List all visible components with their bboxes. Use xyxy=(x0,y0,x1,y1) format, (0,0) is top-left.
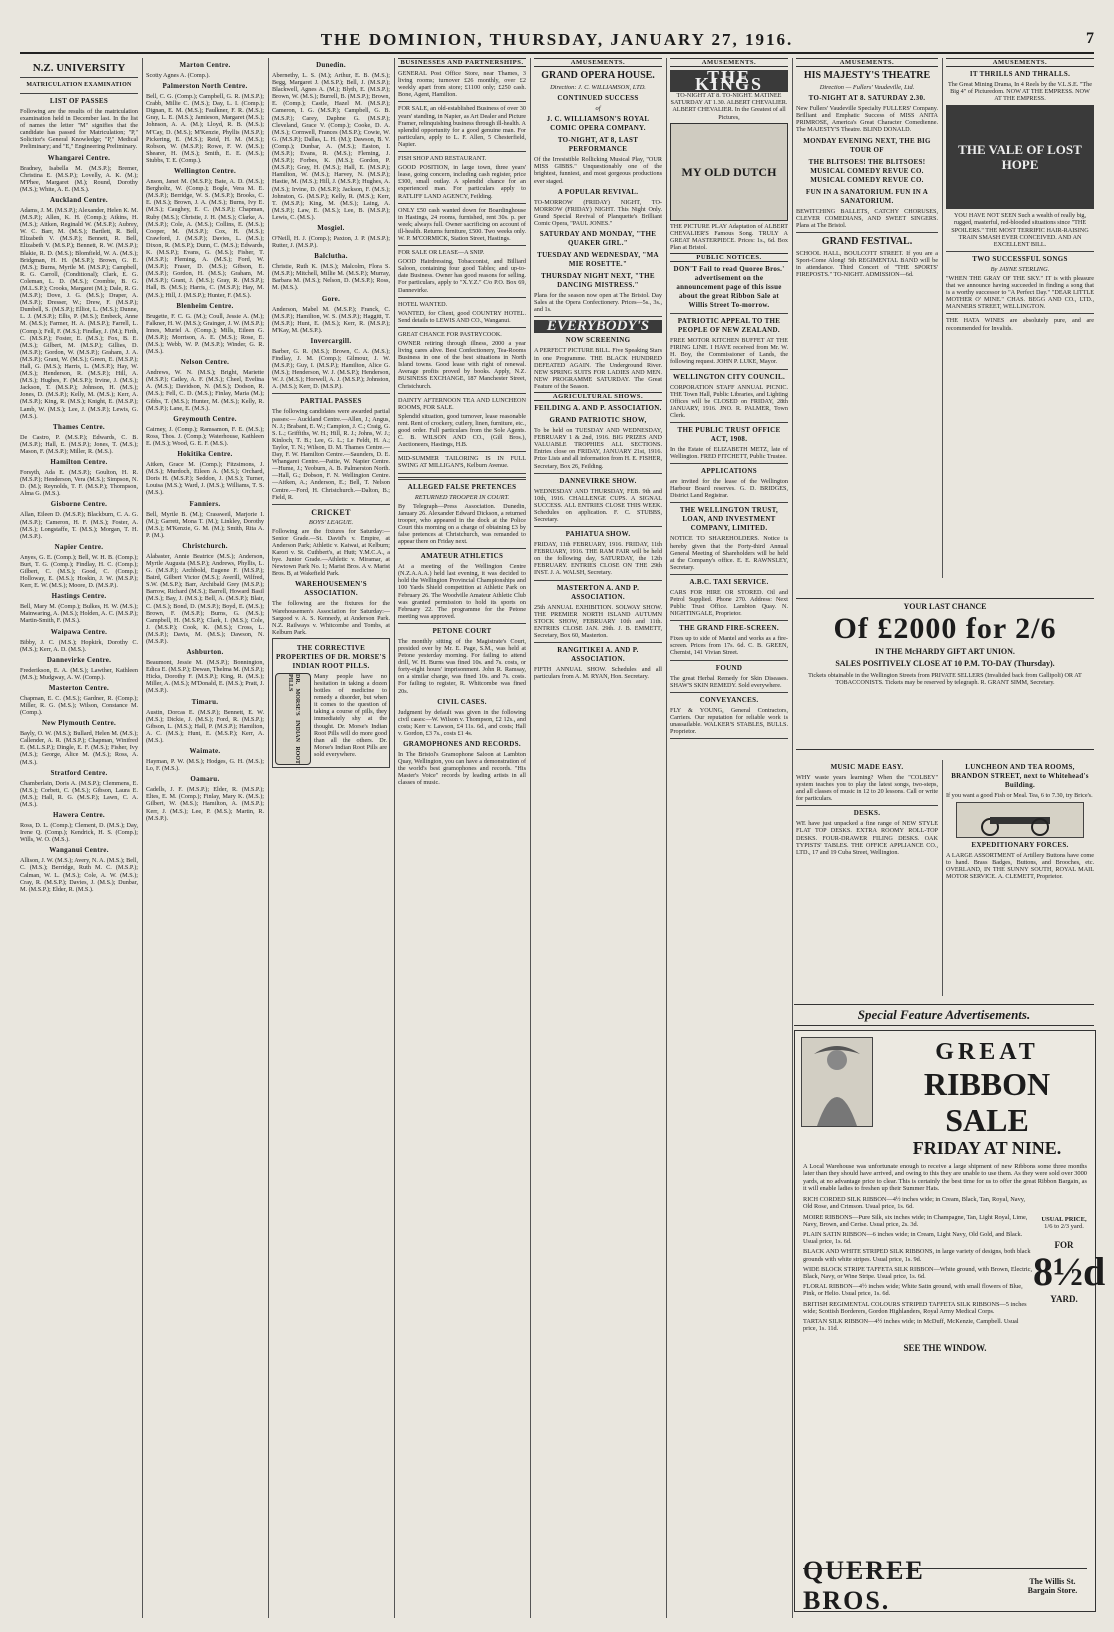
queree-bros-logo: QUEREE BROS. xyxy=(803,1556,925,1615)
exped-text: A LARGE ASSORTMENT of Artillery Buttons have come to hand. Brass Badges, Buttons, and Brooches, etc. OVERLAND, IN THE SUNNY SOUTH, ROYAL MAIL MOTOR SERVICE. A. CLEMETT, Proprietor. xyxy=(946,852,1094,881)
centre-name: Waimate. xyxy=(189,747,221,756)
songs-by: By JAYNE STERLING. xyxy=(990,265,1050,273)
centre-results: Allison, J. W. (M.S.); Avery, N. A. (M.S.); Bell, C. (M.S.); Berridge, Ruth M. C. (M.S.P.); Calman, W. L. (M.S.); Cole, A. W. (M.S.); Cray, R. (M.S.P.); Davies, J. (M.S.); Dunbar, M. (M.S.P.); Elder, R. (M.S.). xyxy=(20,857,138,893)
notice-title: FOUND xyxy=(715,663,743,672)
centre-results: Frederikson, E. A. (M.S.); Lawther, Kathleen (M.S.); Mudgway, A. W. (Comp.). xyxy=(20,666,138,681)
amateur-title: AMATEUR ATHLETICS xyxy=(420,552,504,561)
his-text: New Fullers' Vaudeville Specialty FULLERS' Company. Brilliant and Emphatic Success of MISS ANITA PRIMROSE, America's Great Character Comedienne. The MAJESTY'S Theatre. BLIND DONALD. xyxy=(796,105,938,134)
price-box xyxy=(1033,1196,1106,1335)
separator xyxy=(670,660,788,661)
notice-text: are invited for the lease of the Wellington Harbour Board reserves. G. D. BRIDGES, District Land Registrar. xyxy=(670,478,788,500)
centre-name: Greymouth Centre. xyxy=(173,414,237,423)
cricket-text: Following are the fixtures for Saturday:— Senior Grade.—St. David's v. Empire, at Anderson Park; Athletic v. Kaiwai, at Kelburn; Karori v. St. Cuthbert's, at Hutt; Y.M.C.A., a bye. Junior Grade.—Athletic v. Miramar, at Newtown Park No. 1; Marist Bros. A v. Marist Bros. B, at Wakefield Park. xyxy=(272,527,390,578)
notice-title: DON'T Fail to read Quoree Bros.' advertisement on the announcement page of this issue about the great Ribbon Sale at Willis Street To-morrow. xyxy=(673,265,785,310)
thrills-text: The Great Mining Drama, In 4 Reels by the V.L.S.E. "The Big 4" of Picturedom. NOW AT THE EMPRESS. NOW AT THE EMPRESS. xyxy=(947,81,1093,103)
grand-saturday: SATURDAY AND MONDAY, "THE QUAKER GIRL." xyxy=(539,230,657,248)
notice-text: The great Herbal Remedy for Skin Diseases. SHAW'S SKIN REMEDY. Sold everywhere. xyxy=(670,674,788,689)
brice-text: If you want a good Fish or Meal. Tea, 6 to 7.30, try Brice's. xyxy=(946,792,1093,799)
ribbon-great: GREAT xyxy=(935,1039,1039,1065)
ribbon-sale-ad xyxy=(794,1030,1106,1615)
business-ad xyxy=(398,105,526,148)
everybodys-text: A PERFECT PICTURE BILL. Five Speaking Stars in one Programme. THE BLACK HUNDRED DEFEATED AGAIN. The Underground River. NEW SPRING SUITS FOR LADIES AND MEN. NEW PROGRAMME SATURDAY. The Great Feature of the Season. xyxy=(534,347,662,390)
centre-name: Timaru. xyxy=(191,697,219,706)
ribbon-item: BRITISH REGIMENTAL COLOURS STRIPED TAFFETA SILK RIBBONS—5 inches wide; Scottish Borderers, Gordon Highlanders, Royal Army Medical Corps. xyxy=(803,1300,1027,1315)
petone-text: The monthly sitting of the Magistrate's Court, presided over by Mr. E. Page, S.M., was held at Petone yesterday morning. For failing to attend drill, W. H. Burns was fined 10s. and 7s. costs, or forty-eight hours' imprisonment. John R. Ramsay, on a similar charge, was fined 10s. and 7s. costs. For failing to register, R. Whitcombe was fined 20s. xyxy=(398,637,526,695)
centre-results: Alabaster, Annie Beatrice (M.S.); Anderson, Myrtle Augusta (M.S.P.); Andrews, Phyllis, L. G. (M.S.P.); Archbold, Eugene F. (M.S.P.); Baird, Gilbert Victor (M.S.); Averill, Wilfred, S.W. (M.S.P.); Barr, Archibald Grey (M.S.P.); Barrow, Richard (M.S.); Barrell, Howard Basil (M.S.); Bay, J. (M.S.); Bell, A. (M.S.P.); Blair, C. (M.S.); Bond, D. (M.S.P.); Boyd, E. (M.S.); Brown, F. (M.S.P.); Burns, G. (M.S.); Campbell, H. (M.S.P.); Clark, I. (M.S.); Cole, J. (M.S.P.); Cook, K. (M.S.); Cross, L. (M.S.P.); Davis, M. (M.S.); Dawson, N. (M.S.P.). xyxy=(146,552,264,645)
column-amusements-2 xyxy=(670,58,788,1618)
ribbon-item: MOIRE RIBBONS—Pure Silk, six inches wide; in Champagne, Tan, Light Royal, Lime, Navy, Brown, and Cerise. Usual price, 2s. 3d. xyxy=(803,1213,1028,1228)
feilding-sub: GRAND PATRIOTIC SHOW, xyxy=(549,416,647,425)
notice-title: THE WELLINGTON TRUST, LOAN, AND INVESTMENT COMPANY, LIMITED. xyxy=(679,506,779,533)
store-name: The Willis St. Bargain Store. xyxy=(1027,1577,1078,1595)
grand-tonight: TO-NIGHT, AT 8, LAST PERFORMANCE xyxy=(557,136,639,154)
centre-name: Invercargill. xyxy=(310,336,352,345)
centre-name: Napier Centre. xyxy=(54,542,104,551)
civil-title: CIVIL CASES. xyxy=(437,697,487,706)
centre-results: Bibby, J. C. (M.S.); Hopkirk, Dorothy C. (M.S.); Kerr, A. D. (M.S.). xyxy=(20,638,138,653)
notice-text: Fixes up to side of Mantel and works as a fire-screen. Prices from 17s. 6d. C. B. GREEN, Chemist, 141 Vivian Street. xyxy=(670,635,788,657)
hata-wines: THE HATA WINES are absolutely pure, and are recommended for Invalids. xyxy=(946,317,1094,332)
centre-results: Christie, Ruth K. (M.S.); Malcolm, Flora S. (M.S.P.); Mitchell, Millie M. (M.S.P.); Murray, Barbara M. (M.S.); Nelson, D. (M.S.P.); Ross, M. (M.S.). xyxy=(272,263,390,292)
separator xyxy=(670,574,788,575)
notice-title: APPLICATIONS xyxy=(701,467,757,476)
civil-text: Judgment by default was given in the following civil cases:—W. Wilson v. Thompson, £2 12s., and costs; Kerr v. Lawson, £4 11s. 6d., and costs; Hall v. Gordon, £3 7s., costs £1 4s. xyxy=(398,708,526,737)
centre-results: Chapman, E. C. (M.S.); Gardner, R. (Comp.); Miller, R. G. (M.S.); Wilson, Constance M. (Comp.). xyxy=(20,694,138,717)
last-chance: YOUR LAST CHANCE xyxy=(903,602,987,611)
business-ad xyxy=(398,249,526,294)
notice-text: FREE MOTOR KITCHEN BUFFET AT THE FIRING LINE. I HAVE received from Mr. W. H. Boy, the Commissioner of Lands, the following request. JOHN P. LUKE, Mayor. xyxy=(670,337,788,366)
centre-results: Barber, G. R. (M.S.); Brown, C. A. (M.S.); Findlay, J. M. (Comp.); Gilmour, J. W. (M.S.P.); Guy, I. (M.S.P.); Hamilton, Alice G. (M.S.); Henderson, W. J. (M.S.P.); Henderson, W. J. (M.S.); Horwell, A. J. (M.S.P.); Johnston, A. (M.S.); Kerr, D. (M.S.P.). xyxy=(272,347,390,391)
agricultural-heading: AGRICULTURAL SHOWS. xyxy=(534,392,662,401)
centre-name: Dunedin. xyxy=(316,61,346,69)
centre-name: New Plymouth Centre. xyxy=(41,719,117,728)
desks-text: WE have just unpacked a fine range of NEW STYLE FLAT TOP DESKS. EXTRA ROOMY ROLL-TOP DESKS. FOUR-DRAWER FILING DESKS. OAK TYPISTS' TABLES. THE OFFICE APPLIANCE CO., LTD., 17 and 19 Cuba Street, Wellington. xyxy=(796,820,938,856)
separator xyxy=(398,297,526,298)
centre-name: Hastings Centre. xyxy=(51,592,107,601)
centre-list-3 xyxy=(272,61,390,390)
morse-ad-text: Many people have no hesitation in taking a dozen bottles of medicine to remedy a disorder, but when it comes to the question of taking a course of pills, they immediately shy at the thought. Dr. Morse's Indian Root Pills will do more good than all the others. Dr. Morse's Indian Root Pills are sold everywhere. xyxy=(314,672,387,758)
university-title: N.Z. UNIVERSITY xyxy=(32,62,126,74)
centre-name: Thames Centre. xyxy=(53,422,105,431)
ribbon-sale-headline: RIBBON SALE xyxy=(923,1066,1051,1138)
centre-name: Wanganui Centre. xyxy=(49,846,109,855)
business-ad-text: OWNER retiring through illness, 2000 a year living cares alive. Best Confectionery, Tea-Rooms Business in one of the best situations in North Island towns. Good lease with right of renewal. Average profits proved by books. Apply, N.Z. BUSINESS EXCHANGE, 187 Manchester Street, Christchurch. xyxy=(398,340,526,390)
notice-title: THE GRAND FIRE-SCREEN. xyxy=(679,624,779,633)
feilding-text: To be held on TUESDAY AND WEDNESDAY, FEBRUARY 1 & 2nd, 1916. BIG PRIZES AND VALUABLE TROPHIES ALL SECTIONS. Entries close on FRIDAY, JANUARY 21st, 1916. Prize Lists and all information from H. E. FISHER, Secretary, Box 26, Feilding. xyxy=(534,427,662,470)
public-notices-list xyxy=(670,265,788,739)
separator xyxy=(398,101,526,102)
cannon-illustration xyxy=(956,802,1084,838)
business-ad xyxy=(398,155,526,200)
centre-name: Gisborne Centre. xyxy=(50,500,108,509)
notice-text: CARS FOR HIRE OR STORED. Oil and Petrol Supplied. Phone 270. Address: Next Public Trust Office. Lambton Quay. N. NIGHTINGALE, Proprietor. xyxy=(670,588,788,618)
pill-bottle-image xyxy=(275,673,311,765)
ribbon-intro: A Local Warehouse was unfortunate enough to receive a large shipment of new Ribbons some three months later than they should have arrived, and owing to this they are unable to use them. As they were sold over 3000 yards, at no advantage price to clear. This is certainly the best time for us to offer the great Ribbon Bargain, as it will enable ladies to freshen up their Summer Hats. xyxy=(803,1163,1087,1192)
kings-logo: THE KINGS xyxy=(670,70,788,92)
ribbon-item: TARTAN SILK RIBBON—4½ inches wide; in McDuff, McKenzie, Campbell. Usual price, 1s. 11d. xyxy=(803,1318,1019,1333)
centre-results: Anson, Janet M. (M.S.P.); Bate, A. D. (M.S.); Bergholtz, W. (Comp.); Bogle, Vera M. E. (M.S.P.); Berridge, W. S. (M.S.P.); Brooks, C. E. (M.S.); Brown, J. A. (M.S.); Burns, Ivy E. (M.S.); Caughey, E. C. (M.S.P.); Chapman, Ruby (M.S.); Christie, J. H. (M.S.); Clarke, A. (M.S.P.); Cole, A. (M.S.); Collins, E. (M.S.); Cooper, M. (M.S.P.); Cox, H. (M.S.); Crawford, J. (M.S.P.); Davies, L. (M.S.); Dixon, R. (M.S.P.); Dunn, C. (M.S.); Edwards, K. (M.S.P.); Evans, G. (M.S.); Fisher, T. (M.S.P.); Fleming, A. (M.S.); Ford, W. (M.S.P.); Fraser, D. (M.S.); Gibson, E. (M.S.P.); Gordon, H. (M.S.); Graham, M. (M.S.P.); Grant, J. (M.S.); Gray, R. (M.S.P.); Hall, B. (M.S.); Harris, C. (M.S.P.); Hay, M. (M.S.); Hill, J. (M.S.P.); Hunter, F. (M.S.). xyxy=(146,178,264,299)
centre-name: Stratford Centre. xyxy=(50,768,108,777)
public-notices-heading: PUBLIC NOTICES. xyxy=(670,253,788,262)
lady-illustration xyxy=(801,1037,873,1127)
partial-passes-text: The following candidates were awarded partial passes:— Auckland Centre.—Allen, J.; Angus, N. J.; Brabant, E. W.; Campion, J. C.; Craig, G. S. L.; Griffiths, W. H.; Hill, R. J.; Johns, W. J.; Kinloch, T. B.; Lee, G. L.; Le Feldt, H. A.; Taylor, T. N.; Wilson, D. M. Thames Centre.—Day, F. W. Hamilton Centre.—Saunders, D. E. Whangarei Centre.—Pattie, W. Napier Centre.—Hume, J.; Yeoburn, A. B. Palmerston North.—Hall, G.; Dobson, F. N. Wellington Centre.—Aitken, A.; Anderson, E.; Bell, T. Nelson Centre.—Ford, H. Christchurch.—Dalton, B.; Field, R. xyxy=(272,408,390,501)
grand-revival-text: TO-MORROW (FRIDAY) NIGHT, TO-MORROW (FRIDAY) NIGHT. This Night Only. Grand Special Revival of Planquette's Brilliant Comic Opera, "PAUL JONES." xyxy=(534,198,662,227)
business-ad-title: MID-SUMMER TAILORING IS IN FULL SWING AT MILLIGAN'S, Kelburn Avenue. xyxy=(398,455,526,470)
column-centres-3 xyxy=(272,58,390,1618)
centre-results: Cairney, J. (Comp.); Ramsamon, F. E. (M.S.); Ross, Thos. J. (Comp.); Waterhouse, Kathleen E. (M.S.); Wood, G. E. F. (M.S.). xyxy=(146,425,264,447)
see-window: SEE THE WINDOW. xyxy=(903,1343,987,1354)
centre-name: Balclutha. xyxy=(314,252,348,261)
rangitikei-text: FIFTH ANNUAL SHOW. Schedules and all particulars from A. M. RYAN, Hon. Secretary. xyxy=(534,666,662,681)
centre-results: Bayly, O. W. (M.S.); Bullard, Helen M. (M.S.); Callender, A. R. (M.S.P.); Chapman, Winifred E. (M.L.S.P.); Dingle, E. F. (M.S.); Fisher, Ivy (M.S.); George, Alice M. (M.S.); Ross, A. (M.S.). xyxy=(20,730,138,766)
vale-of-lost-hope-banner: THE VALE OF LOST HOPE xyxy=(946,105,1094,209)
centre-list xyxy=(20,154,138,893)
business-ads xyxy=(398,70,526,473)
separator xyxy=(398,393,526,394)
my-old-dutch-title: MY OLD DUTCH xyxy=(681,164,777,179)
cricket-title: CRICKET xyxy=(311,507,351,517)
gramo-title: GRAMOPHONES AND RECORDS. xyxy=(403,740,521,749)
centre-name: Hamilton Centre. xyxy=(50,458,108,467)
separator xyxy=(398,151,526,152)
notice-title: A.B.C. TAXI SERVICE. xyxy=(689,577,769,586)
usual-price-range: 1/6 to 2/3 yard. xyxy=(1044,1223,1084,1231)
centre-results: Bell, Myrtle B. (M.); Crassweil, Marjorie I. (M.); Garrett, Mona T. (M.); Linkley, Dorothy (M.S.); M'Kenzie, G. M. (M.); Smith, Rita A. P. (M.). xyxy=(146,510,264,539)
centre-name: Mosgiel. xyxy=(317,223,345,232)
business-ad xyxy=(398,301,526,324)
notice-title: THE PUBLIC TRUST OFFICE ACT, 1908. xyxy=(677,425,781,443)
for-label: FOR xyxy=(1054,1240,1074,1251)
amusements-heading-4: AMUSEMENTS. xyxy=(946,58,1094,67)
separator xyxy=(670,738,788,739)
centre-name: Marton Centre. xyxy=(179,61,231,69)
desks-title: DESKS. xyxy=(853,809,881,818)
grand-director: Direction: J. C. WILLIAMSON, LTD. xyxy=(550,84,646,92)
separator xyxy=(670,620,788,621)
grand-text: Of the Irresistible Rollicking Musical Play, "OUR MISS GIBBS." Unquestionably one of the brightest, funniest, and most gorgeous productions ever staged. xyxy=(534,156,662,185)
songs-text: "WHEN THE GRAY OF THE SKY." IT is with pleasure that we announce having succeeded in finding a song that is a worthy successor to "A Perfect Day." "DEAR LITTLE MOTHER O' MINE." CHAS. BEGG AND CO., LTD., MANNERS STREET, WELLINGTON. xyxy=(946,274,1094,311)
centre-results: Scotty Agnes A. (Comp.). xyxy=(146,72,210,79)
grand-thursday: THURSDAY NIGHT NEXT, "THE DANCING MISTRESS." xyxy=(541,272,655,290)
ribbon-item: PLAIN SATIN RIBBON—6 inches wide; in Cream, Light Navy, Old Gold, and Black. Usual price, 1s. 6d. xyxy=(803,1231,1023,1246)
masterton-text: 25th ANNUAL EXHIBITION. SOLWAY SHOW. THE PREMIER NORTH ISLAND AUTUMN STOCK SHOW, FEBRUARY 10th and 11th. ENTRIES CLOSE JAN. 29th. J. B. EMMETT, Secretary, Box 60, Masterton. xyxy=(534,603,662,639)
business-ad-text: GOOD POSITION, in large town, three years' lease, going concern, including cash register, price £300, small outlay. A splendid chance for an experienced man. For particulars apply to RATLIFF LAND AGENCY, Feilding. xyxy=(398,164,526,200)
business-ad-title: FOR SALE, an old-established Business of over 30 years' standing, in Napier, as Art Dealer and Picture Framer, relinquishing business through ill-health. A splendid opportunity for a good genuine man. For particulars, apply to L. F. Allen, 5 Chesterfield, Napier. xyxy=(398,105,526,148)
column-centres-2 xyxy=(146,58,264,1618)
business-ad-text: Splendid situation, good turnover, lease reasonable rent. Rent of crockery, cutlery, linen, furniture, etc., good order. Full particulars from the Sole Agents. C. B. WILSON AND CO., (Gill Bros.), Auctioneers, Hastings, H.B. xyxy=(398,412,526,449)
brice-title: LUNCHEON AND TEA ROOMS, BRANDON STREET, next to Whitehead's Building. xyxy=(951,763,1089,789)
business-ad-title: FISH SHOP AND RESTAURANT. xyxy=(398,155,487,163)
column-university xyxy=(20,58,138,1618)
ribbon-item: WIDE BLOCK STRIPE TAFFETA SILK RIBBON—White ground, with Brown, Electric, Black, Navy, or Wine Stripe. Usual price, 1s. 6d. xyxy=(803,1265,1033,1281)
business-ad-text: WANTED, for Client, good COUNTRY HOTEL. Send details to LEWIS AND CO., Wanganui. xyxy=(398,309,526,324)
amateur-text: At a meeting of the Wellington Centre (N.Z.A.A.A.) held last evening, it was decided to hold the Wellington Provincial Championships and 100 Yards Shield competition at Athletic Park on February 26. The Woodville Amateur Athletic Club was granted permission to hold its sports on February 22. The programme for the Petone meeting was approved. xyxy=(398,563,526,620)
centre-name: Oamaru. xyxy=(190,775,220,784)
centre-results: Abernethy, L. S. (M.); Arthur, E. B. (M.S.); Begg, Margaret J. (M.S.P.); Bell, J. (M.S.P.); Blackwell, Agnes A. (M.); Blyth, E. (M.S.P.); Brown, W. (M.S.); Burrell, B. (M.S.P.); Brown, E. (Comp.); Castle, Hazel M. (M.S.P.); Cameron, I. G. (M.S.P.); Campbell, G. B. (M.S.P.); Carey, Daphne G. (M.S.P.); Cleveland, Grace V. (Comp.); Cooke, D. A. (M.S.); Cornwell, Frances (M.S.P.); Cowie, W. G. (M.S.P.); Dallas, L. H. (M.); Dawson, B. V. (Comp.); Dunbar, A. (M.S.); Easton, I. (M.S.P.); Evans, R. (M.S.); Fleming, J. (M.S.P.); Forbes, K. (M.S.); Gordon, P. (M.S.P.); Gray, H. (M.S.); Hall, E. (M.S.P.); Hamilton, W. (M.S.); Harvey, N. (M.S.P.); Hastie, M. (M.S.); Hill, J. (M.S.P.); Hughes, A. (M.S.); Irvine, D. (M.S.P.); Jackson, F. (M.S.); Johnston, G. (M.S.P.); Kelly, R. (M.S.); Kerr, T. (M.S.P.); King, M. (M.S.); Laing, A. (M.S.P.); Law, E. (M.S.); Lee, B. (M.S.P.); Lewis, C. (M.S.). xyxy=(272,72,390,221)
centre-name: Whangarei Centre. xyxy=(47,153,111,162)
centre-name: Dannevirke Centre. xyxy=(46,655,112,664)
dannevirke-text: WEDNESDAY AND THURSDAY, FEB. 9th and 10th, 1916. CHALLENGE CUPS. A SIGNAL SUCCESS. ALL ENTRIES CLOSE THIS WEEK. Schedules on application. F. C. STUBBS, Secretary. xyxy=(534,487,662,523)
centre-results: O'Neill, H. J. (Comp.); Paxton, J. P. (M.S.P.); Rutter, J. (M.S.P.). xyxy=(272,234,390,250)
alleged-text: By Telegraph—Press Association. Dunedin, January 26. Alexander Edward Dickson, a returned trooper, who appeared in the dock at the Police Court this morning on a charge of obtaining £3 by false pretences at Christchurch, was remanded to appear there on Friday next. xyxy=(398,502,526,546)
art-union-line: IN THE McHARDY GIFT ART UNION. xyxy=(875,647,1015,656)
vale-text: YOU HAVE NOT SEEN Such a wealth of really big, rugged, masterful, red-blooded situations since "THE SPOILERS." THE MOST TERRIFIC HAIR-RAISING TRAIN SMASH EVER CONCEIVED. AND AN EXCELLENT BILL. xyxy=(951,212,1089,248)
centre-name: Palmerston North Centre. xyxy=(162,82,248,91)
centre-results: De Castro, P. (M.S.P.); Edwards, C. B. (M.S.P.); Hall, E. (M.S.P.); Jones, T. (M.S.); Mason, F. (M.S.P.); Miller, R. (M.S.). xyxy=(20,433,138,455)
separator xyxy=(670,692,788,693)
centre-name: Fanniers. xyxy=(189,499,221,508)
business-ad xyxy=(398,207,526,242)
music-desks-column xyxy=(796,760,938,996)
notice-text: In the Estate of ELIZABETH METZ, late of Wellington. FRED FITCHETT, Public Trustee. xyxy=(670,445,788,461)
centre-name: Wellington Centre. xyxy=(173,167,237,176)
matriculation-subtitle: MATRICULATION EXAMINATION xyxy=(26,82,132,88)
business-ad xyxy=(398,455,526,469)
pahiatua-title: PAHIATUA SHOW. xyxy=(565,530,631,539)
centre-name: Ashburton. xyxy=(186,648,224,657)
centre-results: Beaumont, Jessie M. (M.S.P.); Bonnington, Edica E. (M.S.P.); Dewan, Thelma M. (M.S.P.); Hicks, Dorothy F. (M.S.P.); King, R. (M.S.); Miller, A. (M.S.); M'Donald, E. (M.S.); Pratt, J. (M.S.P.). xyxy=(146,659,264,695)
separator xyxy=(670,422,788,423)
masthead-title: THE DOMINION, THURSDAY, JANUARY 27, 1916. xyxy=(320,30,794,49)
centre-results: Bell, Mary M. (Comp.); Bulkes, H. W. (M.S.); Mainwaring, A. (M.S.); Holden, A. C. (M.S.P.); Martin-Smith, F. (M.S.). xyxy=(20,603,138,625)
business-ad xyxy=(398,331,526,390)
separator xyxy=(398,203,526,204)
songs-title: TWO SUCCESSFUL SONGS xyxy=(972,254,1068,263)
kings-text: TO-NIGHT AT 8. TO-NIGHT. MATINEE SATURDAY AT 1.30. ALBERT CHEVALIER. ALBERT CHEVALIER. In the Greatest of all Pictures, xyxy=(670,92,788,121)
business-ad-text: GOOD Hairdressing, Tobacconist, and Billiard Saloon, containing four good Tables; and up-to-date Business. Owner has good reasons for selling. For particulars, apply to "X.Y.Z." C/o P.O. Box 69, Dannevirke. xyxy=(398,258,526,294)
list-of-passes: LIST OF PASSES xyxy=(49,97,109,105)
grand-plans: Plans for the season now open at The Bristol. Day Sales at the Opera Confectionery. Prices—5s., 3s., and 1s. xyxy=(534,292,662,314)
tickets-text: Tickets obtainable in the Wellington Streets from PRIVATE SELLERS (Invalided back from Gallipoli) OR AT TOBACCONISTS. Tickets may be reserved by telegraph. R. GRANT SIMM, Secretary. xyxy=(808,672,1082,686)
business-ad xyxy=(398,70,526,98)
warehouse-title: WAREHOUSEMEN'S ASSOCIATION. xyxy=(295,580,367,598)
art-union-ad xyxy=(796,598,1094,750)
page-number: 7 xyxy=(1086,30,1094,47)
music-title: MUSIC MADE EASY. xyxy=(830,763,904,771)
grand-opera-title: GRAND OPERA HOUSE. xyxy=(541,70,655,82)
centre-name: Hawera Centre. xyxy=(53,811,105,820)
exped-title: EXPEDITIONARY FORCES. xyxy=(971,841,1069,850)
separator xyxy=(670,502,788,503)
centre-results: Adams, J. M. (M.S.P.); Alexander, Helen K. M. (M.S.P.); Allen, K. H. (Comp.); Atkins, H. (M.S.); Aitken, Reginald W. (M.S.P.); Aubrey, W. C. Barr, M. (M.S.); Bartlett, R. Bell, Elizabeth V. (M.S.P.); Bennett, R. Bell, Elizabeth V. (M.S.P.); Bennett, R. W. (M.S.P.); Blakie, R. D. (M.S.); Blomfield, W. A. (M.S.); Bridgman, H. H. (M.S.P.); Brown, G. E. (M.S.); Burns, Myrtle M. (M.S.P.); Campbell, R. G. Carroll, (Conditional); Clark, E. G. Coleman, L. D. (M.S.); Crombie, B. G. (M.L.S.P.); Crooks, Margaret (M.); Dale, R. G. (M.S.P.); Dove, J. G. (M.S.); Draper, A. (M.S.P.); Dresser, W.; Drew, F. (M.S.P.); Dumbell, S. (M.S.P.); Elliot, L. (M.S.); Dunne, L. J. (M.S.P.); Ellis, P. (M.S.); Embeck, Anne M. (M.S.); Farmer, H. A. (M.S.P.); Farrell, L. (Comp.); Fell, F. (M.S.); Findlay, J. (M.); Firth, C. (M.S.P.); Foster, E. (M.S.); Fox, B. E. (M.S.); Gilbert, M. (M.S.P.); Gillies, D. (M.S.P.); Gordon, W. (M.S.P.); Graham, J. A. (M.S.P.); Grant, W. (M.S.); Green, E. (M.S.P.); Hall, G. (M.S.); Harris, L. (M.S.P.); Hay, W. (M.S.); Henderson, R. (M.S.P.); Hill, A. (M.S.); Hughes, F. (M.S.P.); Irvine, J. (M.S.); Jackson, T. (M.S.P.); Johnson, H. (M.S.); Jones, D. (M.S.P.); Kelly, M. (M.S.); Kerr, A. (M.S.P.); King, R. (M.S.); Knight, E. (M.S.P.); Lamb, W. (M.S.); Lee, J. (M.S.P.); Lewis, G. (M.S.). xyxy=(20,206,138,420)
his-majestys-title: HIS MAJESTY'S THEATRE xyxy=(803,70,931,82)
ribbon-items xyxy=(803,1196,1033,1335)
centre-name: Masterton Centre. xyxy=(48,683,110,692)
morse-ad-title: THE CORRECTIVE PROPERTIES OF DR. MORSE'S INDIAN ROOT PILLS. xyxy=(275,643,387,670)
usual-price-label: USUAL PRICE, xyxy=(1041,1216,1087,1224)
notice-title: CONVEYANCES. xyxy=(699,695,759,704)
notice-title: WELLINGTON CITY COUNCIL. xyxy=(672,372,786,381)
everybodys-now: NOW SCREENING xyxy=(565,336,631,345)
grand-revival: A POPULAR REVIVAL. xyxy=(557,187,639,196)
pahiatua-text: FRIDAY, 11th FEBRUARY, 1916. FRIDAY, 11th FEBRUARY, 1916. THE RAM FAIR will be held on the following day, SATURDAY, the 12th FEBRUARY. ENTRIES CLOSE ON THE 29th INST. J. A. WALSH, Secretary. xyxy=(534,541,662,577)
music-text: WHY waste years learning? When the "COLBEY" system teaches you to play the latest songs, two-steps, and all classes of music in 12 to 20 lessons. Call or write for particulars. xyxy=(796,774,938,803)
business-ad-title: DAINTY AFTERNOON TEA AND LUNCHEON ROOMS, FOR SALE. xyxy=(398,396,526,411)
centre-results: Cadells, J. F. (M.S.P.); Elder, R. (M.S.P.); Eltes, E. M. (Comp.); Finlay, Mary K. (M.S.); Gilbert, W. (M.S.); Hamilton, A. (M.S.P.); Kerr, J. (M.S.); Lee, P. (M.S.); Martin, R. (M.S.P.). xyxy=(146,786,264,822)
centre-name: Hokitika Centre. xyxy=(177,450,233,459)
special-feature-heading: Special Feature Advertisements. xyxy=(794,1004,1094,1026)
amusements-heading-2: AMUSEMENTS. xyxy=(670,58,788,67)
business-heading: BUSINESSES AND PARTNERSHIPS. xyxy=(398,58,526,67)
centre-name: Christchurch. xyxy=(182,541,228,550)
rangitikei-title: RANGITIKEI A. AND P. ASSOCIATION. xyxy=(557,646,639,664)
grand-tuesday: TUESDAY AND WEDNESDAY, "MA MIE ROSETTE." xyxy=(537,251,659,269)
ribbon-item: RICH CORDED SILK RIBBON—4½ inches wide; in Cream, Black, Tan, Royal, Navy, Old Rose, and Crimson. Usual price, 1s. 6d. xyxy=(803,1196,1026,1211)
notice-title: PATRIOTIC APPEAL TO THE PEOPLE OF NEW ZEALAND. xyxy=(677,317,781,335)
business-ad-title: ONLY £50 cash wanted down for Boardinghouse in Hastings, 24 rooms, furnished, rent 30s. p. per week; always full. Owner sacrificing on account of ill-health. Returns furniture, £500. Two weeks only. W. P. M'CORMICK, Station Street, Hastings. xyxy=(398,206,526,242)
feilding-title: FEILDING A. AND P. ASSOCIATION. xyxy=(534,404,662,413)
ribbon-item: BLACK AND WHITE STRIPED SILK RIBBONS, in large variety of designs, both black grounds with white stripes. Usual price, 1s. 9d. xyxy=(803,1248,1031,1263)
centre-results: Aitken, Grace M. (Comp.); Fitzsimons, J. (M.S.); Murdoch, Eileen A. (M.S.); Orchard, Doris H. (M.S.P.); Seddon, J. (M.S.); Turner, Louisa (M.S.); Ward, J. (M.S.); Williams, T. S. (M.S.). xyxy=(146,461,264,497)
warehouse-text: The following are the fixtures for the Warehousemen's Association for Saturday:— Sargood v. A. S. Kennedy, at Anderson Park. N.Z. Railways v. Whitcombe and Tombs, at Kelburn Park. xyxy=(272,600,390,636)
separator xyxy=(398,473,526,474)
masterton-title: MASTERTON A. AND P. ASSOCIATION. xyxy=(556,583,640,601)
centre-results: Allan, Eileen D. (M.S.P.); Blackburn, C. A. G. (M.S.P.); Cameron, H. F. (M.S.); Foster, A. (M.S.); Longstaffe, T. (M.S.); Morgan, T. H. (M.S.P.). xyxy=(20,511,138,540)
thrills-title: IT THRILLS AND THRALLS. xyxy=(969,70,1071,79)
centre-name: Blenheim Centre. xyxy=(176,301,234,310)
separator xyxy=(670,369,788,370)
amusements-heading-3: AMUSEMENTS. xyxy=(796,58,938,67)
his-fun: FUN IN A SANATORIUM. FUN IN A SANATORIUM. xyxy=(805,187,929,205)
yard-label: YARD. xyxy=(1050,1294,1078,1305)
centre-results: Anderson, Mabel M. (M.S.P.); Franck, C. (M.S.P.); Hamilton, W. S. (M.S.P.); Haggitt, T. (M.S.P.); Hunt, E. (M.S.); Kerr, R. (M.S.P.); M'Kay, M. (M.S.P.). xyxy=(272,305,390,334)
separator xyxy=(670,463,788,464)
notice-text: FLY & YOUNG, General Contractors, Carriers. Our reputation for reliable work is unassailable. WALKER'S STABLES, BULLS. Proprietor. xyxy=(670,706,788,736)
grand-continued: CONTINUED SUCCESS xyxy=(557,94,639,103)
partial-passes-title: PARTIAL PASSES xyxy=(300,397,362,406)
his-direction: Direction — Fullers' Vaudeville, Ltd. xyxy=(819,84,915,92)
cricket-sub: BOYS' LEAGUE. xyxy=(308,518,354,526)
centre-results: Hayman, P. W. (M.S.); Hodges, G. H. (M.S.); Lo, F. (M.S.). xyxy=(146,758,264,773)
morse-pills-ad xyxy=(272,638,390,768)
alleged-sub: RETURNED TROOPER IN COURT. xyxy=(414,493,510,501)
column-amusements-4 xyxy=(946,58,1094,598)
centre-results: Chamberlain, Doris A. (M.S.P.); Clemmens, E. (M.S.); Corbett, C. (M.S.); Gibson, Laura E. (M.S.); Hall, R. G. (M.S.P.); Lawn, C. A. (M.S.). xyxy=(20,779,138,808)
column-amusements-1 xyxy=(534,58,662,1618)
brice-exped-column xyxy=(946,760,1094,996)
centre-name: Auckland Centre. xyxy=(50,195,108,204)
my-old-dutch-illustration xyxy=(670,123,788,221)
gramo-text: In The Bristol's Gramophone Saloon at Lambton Quay, Wellington, you can have a demonstration of the world's best gramophones and records. "His Master's Voice" records by leading artists in all classes of music. xyxy=(398,751,526,787)
centre-results: Bell, C. G. (Comp.); Campbell, G. R. (M.S.P.); Crabb, Millie C. (M.S.); Day, L. I. (Comp.); Dignan, E. M. (M.S.); Faulkner, F. R. (M.S.); Gray, L. E. (M.S.); Jamieson, Margaret (M.S.); Johnson, A. A. (M.); Lloyd, R. B. (M.S.); M'Cay, D. (M.S.); M'Kenzie, Phyllis (M.S.P.); Pickering, E. (M.S.); Reid, H. M. (M.S.); Robson, W. (M.S.P.); Rowe, F. W. (M.S.); Shearer, H. (M.S.); Smith, E. E. (M.S.); Stubbs, T. E. (Comp.). xyxy=(146,93,264,164)
centre-name: Nelson Centre. xyxy=(180,358,230,367)
alleged-title: ALLEGED FALSE PRETENCES xyxy=(407,482,517,491)
business-ad-title: GREAT CHANCE FOR PASTRYCOOK. xyxy=(398,330,502,338)
his-monday: MONDAY EVENING NEXT, THE BIG TOUR OF xyxy=(803,136,931,154)
notice-text: NOTICE TO SHAREHOLDERS. Notice is hereby given that the Forty-third Annual General Meeting of Shareholders will be held at the Company's office. E. E. RAWNSLEY, Secretary. xyxy=(670,535,788,571)
bottle-label: DR. MORSE'S INDIAN ROOT PILLS xyxy=(287,673,301,764)
grand-festival-title: GRAND FESTIVAL. xyxy=(821,235,913,247)
sales-close: SALES POSITIVELY CLOSE AT 10 P.M. TO-DAY (Thursday). xyxy=(835,659,1055,668)
separator xyxy=(670,313,788,314)
sale-price: 8½d xyxy=(1033,1249,1106,1295)
separator xyxy=(398,451,526,452)
centre-results: Anyes, G. E. (Comp.); Bell, W. H. B. (Comp.); Burt, T. G. (Comp.); Findlay, H. C. (Comp.); Gilbert, C. (M.S.); Good, C. (Comp.); Holloway, E. (M.S.); Hoskin, J. W. (M.S.P.); Kerr, E. W. (M.S.); Moore, D. (M.S.P.). xyxy=(20,553,138,590)
his-blitsoes: THE BLITSOES! THE BLITSOES! MUSICAL COMEDY REVUE CO. MUSICAL COMEDY REVUE CO. xyxy=(808,157,926,184)
business-ad-title: GENERAL Post Office Store, near Thames, 3 living rooms; turnover £26 monthly, over £2 weekly apart from store; £1100 only; £250 cash. Bone, Agent, Hamilton. xyxy=(398,70,526,99)
his-tonight: TO-NIGHT AT 8. SATURDAY 2.30. xyxy=(808,94,926,103)
grand-company: J. C. WILLIAMSON'S ROYAL COMIC OPERA COMPANY. xyxy=(546,115,650,133)
masthead xyxy=(20,30,1094,54)
centre-name: Gore. xyxy=(321,294,341,303)
column-business xyxy=(398,58,526,1618)
everybodys-logo: EVERYBODY'S xyxy=(534,320,662,333)
grand-of: of xyxy=(595,105,601,113)
his-more: BEWITCHING BALLETS, CATCHY CHORUSES, CLEVER COMEDIANS, AND SWEET SINGERS. Plans at The Bristol. xyxy=(796,207,938,229)
centre-results: Ross, D. L. (Comp.); Clement, D. (M.S.); Day, Irene Q. (Comp.); Kendrick, H. S. (Comp.); Wills, W. O. (M.S.). xyxy=(20,822,138,844)
dannevirke-title: DANNEVIRKE SHOW. xyxy=(559,476,637,485)
ribbon-item: FLORAL RIBBON—4½ inches wide; White Satin ground, with small flowers of Blue, Pink, or Helio. Usual price, 1s. 6d. xyxy=(803,1283,1023,1298)
centre-list-2 xyxy=(146,61,264,822)
notice-text: CORPORATION STAFF ANNUAL PICNIC. THE Town Hall, Public Libraries, and Lighting Offices will be CLOSED on FRIDAY, 28th JANUARY, 1916. JNO. R. PALMER, Town Clerk. xyxy=(670,383,788,419)
business-ad-title: HOTEL WANTED. xyxy=(398,300,448,308)
centre-results: Andrews, W. N. (M.S.); Bright, Mariette (M.S.P.); Catley, A. F. (M.S.); Cheel, Evelina A. (M.S.); Davidson, N. (M.S.); Dodson, R. (M.S.); Fell, C. D. (M.S.); Finlay, Maria (M.); Gibbs, T. (M.S.); Hunter, M. (M.S.); Kelly, R. (M.S.P.); Lane, E. (M.S.). xyxy=(146,369,264,412)
centre-results: Bradney, Isabella M. (M.S.P.); Bremer, Christina E. (M.S.P.); Lovelly, A. K. (M.); M'Phee, Margaret (M.); Round, Dorothy (M.S.); White, A. E. (M.S.). xyxy=(20,164,138,193)
centre-results: Brugette, F. C. G. (M.); Coull, Jessie A. (M.); Falkner, H. W. (M.S.); Grainger, J. W. (M.S.P.); Innes, Muriel A. (Comp.); Mills, Eileen G. (M.S.P.); Morrison, A. E. (M.S.); Rose, E. (M.S.); Webb, W. P. (M.S.P.); Winder, G. R. (M.S.). xyxy=(146,312,264,356)
amusements-heading-1: AMUSEMENTS. xyxy=(534,58,662,67)
ribbon-friday: FRIDAY AT NINE. xyxy=(912,1138,1062,1158)
university-intro: Following are the results of the matriculation examination held in December last. In the list of names the letter "M" signifies that the candidate has passed for Matriculation; "P," Solicitor's General Knowledge; "P," Medical Preliminary; and "E," Engineering Preliminary. xyxy=(20,108,138,151)
separator xyxy=(398,327,526,328)
kings-after: THE PICTURE PLAY Adaptation of ALBERT CHEVALIER'S Famous Song. TRULY A GREAT MASTERPIECE. Prices: 1s., 6d. Box Plan at Bristol. xyxy=(670,222,788,251)
business-ad xyxy=(398,397,526,449)
business-ad-title: FOR SALE OR LEASE—A SNIP. xyxy=(398,249,485,257)
petone-title: PETONE COURT xyxy=(432,626,492,635)
centre-results: Forsyth, Ada E. (M.S.P.); Goulton, H. R. (M.S.P.); Henderson, Vera (M.S.); Simpson, N. D. (M.); Reynolds, T. F. (M.S.P.); Thompson, Alma G. (M.S.). xyxy=(20,469,138,498)
centre-results: Austin, Dorcas E. (M.S.P.); Bennett, E. W. (M.S.); Dickie, J. (M.S.); Ford, R. (M.S.P.); Gibson, L. (M.S.); Hall, P. (M.S.P.); Hamilton, A. C. (M.S.); Hunt, E. (M.S.P.); Kerr, A. (M.S.). xyxy=(146,708,264,744)
two-thousand-pound-headline: Of £2000 for 2/6 xyxy=(833,612,1057,645)
separator xyxy=(398,245,526,246)
grand-festival-text: SCHOOL HALL, BOULCOTT STREET. If you are a Sport-Come Along! 5th REGIMENTAL BAND will be in attendance. Third Concert of "THE SPORTS' FIREPOSTS." TO-NIGHT. ADMISSION—6d. xyxy=(796,249,938,279)
centre-name: Waipawa Centre. xyxy=(50,627,108,636)
